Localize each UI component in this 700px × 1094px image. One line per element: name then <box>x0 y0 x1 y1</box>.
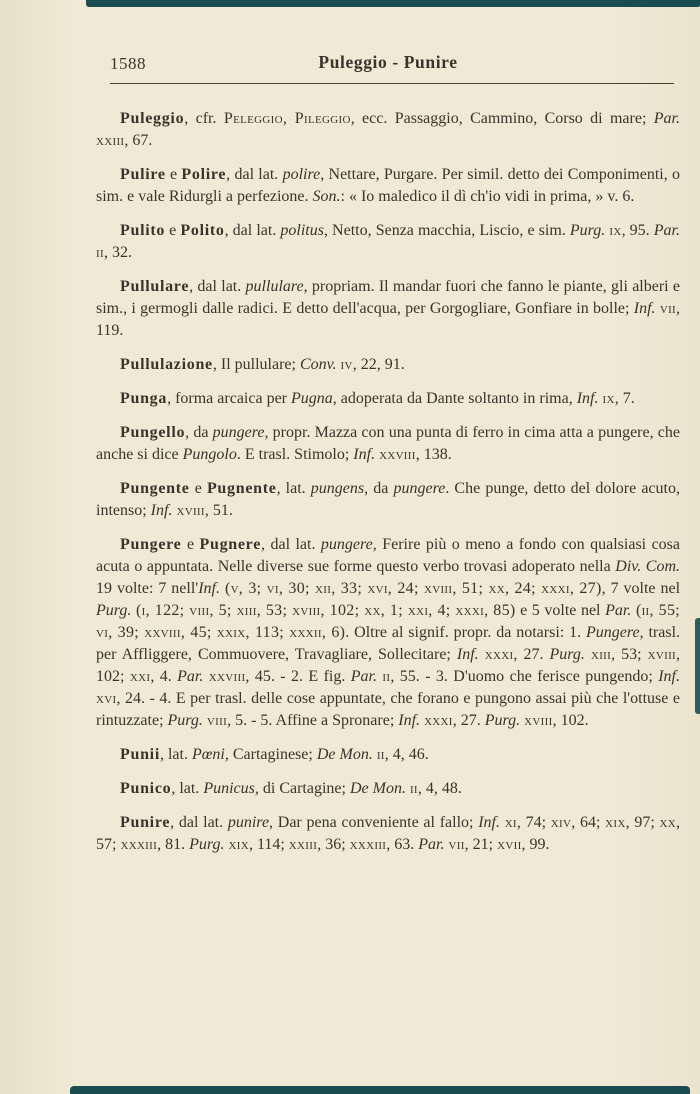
small-caps-text: xviii <box>647 646 677 663</box>
text-run: , 81. <box>157 836 190 853</box>
italic-text: Par. <box>418 836 449 853</box>
italic-text: pungere <box>212 424 265 441</box>
text-run: , dal lat. <box>189 278 246 295</box>
small-caps-text: xx <box>659 814 676 831</box>
small-caps-text: xvii <box>497 836 522 853</box>
italic-text: Inf. <box>478 814 505 831</box>
text-run: , da <box>185 424 213 441</box>
text-run: e 5 volte nel <box>515 602 606 619</box>
small-caps-text: xxxiii <box>120 836 158 853</box>
headword: Punii <box>120 746 160 763</box>
text-run: , lat. <box>276 480 311 497</box>
small-caps-text: Peleggio, Pileggio <box>223 110 351 127</box>
italic-text: Par. <box>177 668 209 685</box>
small-caps-text: (i, 122; viii, 5; xiii, 53; xviii, 102; xx, 1; xxi, 4; xxxi, 85) <box>136 602 516 619</box>
page-header <box>96 52 680 78</box>
italic-text: Punicus <box>203 780 255 797</box>
small-caps-text: ii <box>96 244 104 261</box>
italic-text: Inf. <box>633 300 660 317</box>
text-run: , Cartaginese; <box>224 746 317 763</box>
text-run: , propriam. Il mandar fuori che fanno le piante, gli alberi e sim., i germogli dalle radici. E detto dell'acqua, per Gorgogliare, Gonfiare in bolle; <box>96 278 681 317</box>
italic-text: politus <box>280 222 324 239</box>
text-run: e <box>181 536 200 553</box>
text-run: , 21; <box>464 836 498 853</box>
italic-text: Pungolo <box>182 446 237 463</box>
italic-text: De Mon. <box>349 780 410 797</box>
text-run: , 63. <box>386 836 419 853</box>
text-run: , 138. <box>415 446 452 463</box>
text-run: , 102. <box>552 712 589 729</box>
dictionary-entry <box>96 812 680 856</box>
text-run: , 4, 48. <box>417 780 462 797</box>
text-run: , 67. <box>124 132 153 149</box>
text-run: , Dar pena conveniente al fallo; <box>269 814 479 831</box>
text-run: , 51. <box>204 502 233 519</box>
headword: Punico <box>120 780 172 797</box>
small-caps-text: xxiii <box>96 132 125 149</box>
small-caps-text: vii <box>448 836 465 853</box>
headword: Puleggio <box>120 110 185 127</box>
italic-text: Inf. <box>398 712 425 729</box>
text-run: , 24. - 4. E per trasl. delle cose appuntate, che forano e pungono assai più che l'ottuse e rintuzzate; <box>96 690 680 729</box>
text-run: , 99. <box>521 836 550 853</box>
small-caps-text: ix <box>609 222 622 239</box>
small-caps-text: xxviii <box>208 668 246 685</box>
dictionary-entry <box>96 108 680 152</box>
text-run: , lat. <box>171 780 204 797</box>
small-caps-text: xxxiii <box>349 836 387 853</box>
text-run: , 64; <box>571 814 606 831</box>
dictionary-entry <box>96 354 680 376</box>
dictionary-entry <box>96 388 680 410</box>
small-caps-text: xi <box>504 814 517 831</box>
text-run: , 95. <box>621 222 654 239</box>
text-run: , lat. <box>159 746 192 763</box>
text-run: : « Io maledico il dì ch'io vidi in prima, » v. 6. <box>340 188 635 205</box>
text-run: , 114; <box>248 836 289 853</box>
small-caps-text: vii <box>659 300 676 317</box>
text-run: , 32. <box>103 244 132 261</box>
italic-text: Pœni <box>191 746 225 763</box>
text-run: , 22, 91. <box>352 356 405 373</box>
dictionary-entry <box>96 478 680 522</box>
headword: Pulito <box>120 222 166 239</box>
italic-text: Purg. <box>96 602 132 619</box>
text-run: , di Cartagine; <box>254 780 350 797</box>
headword: Pungente <box>120 480 190 497</box>
small-caps-text: xxiii <box>288 836 318 853</box>
text-run: , 102; <box>96 646 681 685</box>
small-caps-text: xxi <box>129 668 151 685</box>
text-run: , 7. <box>614 390 635 407</box>
text-run: . E trasl. Stimolo; <box>236 446 354 463</box>
small-caps-text: ii <box>382 668 391 685</box>
italic-text: pullulare <box>245 278 304 295</box>
text-run: , 27. <box>452 712 485 729</box>
italic-text: pungens <box>310 480 365 497</box>
headword: Pullulazione <box>120 356 213 373</box>
text-run: , 36; <box>317 836 350 853</box>
italic-text: Purg. <box>549 646 591 663</box>
dictionary-entry <box>96 778 680 800</box>
running-title: Puleggio - Punire <box>318 52 458 72</box>
small-caps-text: xix <box>228 836 249 853</box>
text-run: , Nettare, Purgare. Per simil. detto dei Componimenti, o sim. e vale Ridurgli a perfezione. <box>96 166 681 205</box>
text-run: , da <box>364 480 394 497</box>
italic-text: Inf. <box>198 580 220 597</box>
headword: Pullulare <box>120 278 190 295</box>
italic-text: Purg. <box>167 712 207 729</box>
text-run: 19 volte: 7 nell' <box>96 580 199 597</box>
italic-text: Purg. <box>484 712 525 729</box>
headword: Polito <box>180 222 225 239</box>
headword: Punga <box>120 390 168 407</box>
dictionary-entry <box>96 164 680 208</box>
scan-edge-right <box>695 618 700 714</box>
text-run: , 4. <box>150 668 178 685</box>
italic-text: Par. <box>653 110 680 127</box>
dictionary-entry <box>96 744 680 766</box>
headword: Punire <box>120 814 171 831</box>
scan-edge-top <box>86 0 700 7</box>
headword: Pugnente <box>206 480 277 497</box>
italic-text: Purg. <box>189 836 229 853</box>
small-caps-text: ii <box>409 780 418 797</box>
text-run: , 57; <box>96 814 680 853</box>
text-run: , dal lat. <box>170 814 228 831</box>
italic-text: Inf. <box>658 668 680 685</box>
dictionary-entry <box>96 276 680 342</box>
headword: Pulire <box>120 166 166 183</box>
text-run: , cfr. <box>184 110 224 127</box>
headword: Pungere <box>120 536 182 553</box>
page-number: 1588 <box>110 54 146 73</box>
small-caps-text: ix <box>602 390 615 407</box>
headword: Pugnere <box>199 536 262 553</box>
italic-text: punire <box>227 814 270 831</box>
italic-text: Conv. <box>299 356 341 373</box>
text-run: , adoperata da Dante soltanto in rima, <box>332 390 577 407</box>
dictionary-entry <box>96 422 680 466</box>
small-caps-text: (v, 3; vi, 30; xii, 33; xvi, 24; xviii, 51; xx, 24; xxxi, 27) <box>224 580 602 597</box>
text-run: , 119. <box>96 300 680 339</box>
text-run: e <box>189 480 207 497</box>
text-run: , 27. <box>513 646 550 663</box>
small-caps-text: xxviii <box>379 446 416 463</box>
small-caps-text: (ii, 55; vi, 39; xxviii, 45; xxix, 113; xxxii, 6) <box>96 602 681 641</box>
text-run: , dal lat. <box>226 166 283 183</box>
text-run: , 7 volte nel <box>601 580 681 597</box>
small-caps-text: xvi <box>96 690 117 707</box>
text-run: , dal lat. <box>261 536 321 553</box>
header-rule <box>110 83 674 84</box>
italic-text: Inf. <box>456 646 485 663</box>
text-run: e <box>165 166 182 183</box>
italic-text: Purg. <box>569 222 610 239</box>
italic-text: Par. <box>653 222 681 239</box>
text-run: , trasl. per Affliggere, Commuovere, Travagliare, Sollecitare; <box>96 624 681 663</box>
text-run: , 55. - 3. D'uomo che ferisce pungendo; <box>390 668 659 685</box>
small-caps-text: xix <box>605 814 626 831</box>
italic-text: Pugna <box>291 390 333 407</box>
text-run: , ecc. Passaggio, Cammino, Corso di mare; <box>350 110 654 127</box>
italic-text: Inf. <box>576 390 603 407</box>
italic-text: Son. <box>312 188 341 205</box>
text-run: e <box>165 222 181 239</box>
text-run: , 4, 46. <box>384 746 429 763</box>
small-caps-text: xxxi <box>424 712 453 729</box>
small-caps-text: iv <box>340 356 353 373</box>
italic-text: Inf. <box>353 446 380 463</box>
text-run: , 53; <box>611 646 648 663</box>
text-run: , 45. - 2. E fig. <box>245 668 351 685</box>
small-caps-text: viii <box>206 712 228 729</box>
text-run: . Che punge, detto del dolore acuto, intenso; <box>96 480 680 519</box>
text-run: , Ferire più o meno a fondo con qualsiasi cosa acuta o appuntata. Nelle diverse sue forme questo verbo trovasi adoperato nella <box>96 536 680 575</box>
scan-edge-bottom <box>70 1086 690 1094</box>
headword: Polire <box>181 166 227 183</box>
small-caps-text: xviii <box>524 712 553 729</box>
page-content <box>96 52 680 868</box>
text-run: . Oltre al signif. propr. da notarsi: 1. <box>345 624 586 641</box>
italic-text: polire <box>282 166 321 183</box>
small-caps-text: xiii <box>590 646 612 663</box>
italic-text: Pungere <box>585 624 640 641</box>
italic-text: pungere <box>320 536 373 553</box>
text-run: , 74; <box>516 814 551 831</box>
italic-text: De Mon. <box>316 746 377 763</box>
small-caps-text: ii <box>376 746 385 763</box>
text-run: , Netto, Senza macchia, Liscio, e sim. <box>323 222 570 239</box>
small-caps-text: xiv <box>550 814 572 831</box>
dictionary-entries <box>96 108 680 856</box>
text-run: , forma arcaica per <box>167 390 291 407</box>
italic-text: Par. <box>605 602 632 619</box>
text-run: , 97; <box>625 814 660 831</box>
italic-text: Par. <box>350 668 383 685</box>
dictionary-entry <box>96 534 680 732</box>
italic-text: pungere <box>393 480 446 497</box>
italic-text: Div. Com. <box>615 558 681 575</box>
text-run: , propr. Mazza con una punta di ferro in cima atta a pungere, che anche si dice <box>96 424 680 463</box>
small-caps-text: xxxi <box>484 646 514 663</box>
dictionary-entry <box>96 220 680 264</box>
headword: Pungello <box>120 424 186 441</box>
text-run: , dal lat. <box>224 222 281 239</box>
text-run: , 5. - 5. Affine a Spronare; <box>227 712 399 729</box>
italic-text: Inf. <box>150 502 177 519</box>
small-caps-text: xviii <box>176 502 205 519</box>
text-run: , Il pullulare; <box>212 356 300 373</box>
